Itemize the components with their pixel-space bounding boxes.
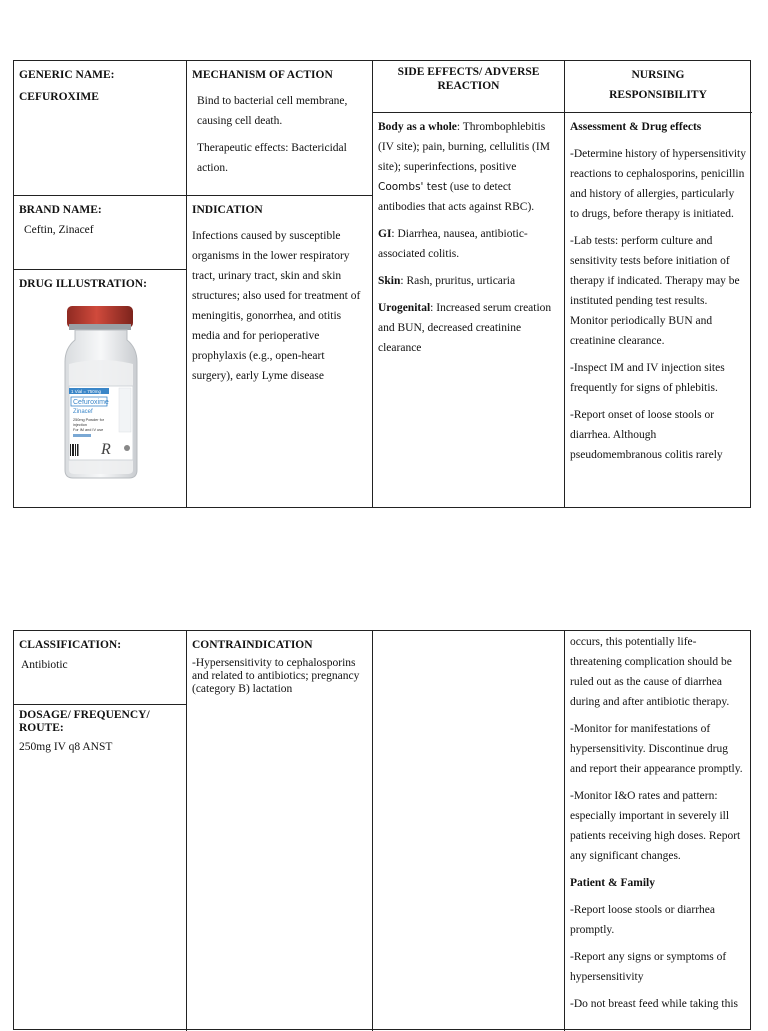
side-effects-body	[378, 117, 559, 217]
nursing-header-cell	[565, 61, 751, 112]
moa-header: MECHANISM OF ACTION	[192, 69, 333, 81]
se-skin-label: Skin	[378, 275, 401, 287]
contraindication-text: -Hypersensitivity to cephalosporins and related to antibiotics; pregnancy (category B) lactation	[192, 657, 360, 695]
se-skin-text: : Rash, pruritus, urticaria	[400, 275, 516, 287]
side-effects-urogenital	[378, 298, 559, 358]
vial-label-line2: injection	[73, 423, 87, 427]
se-body-label: Body as a whole	[378, 121, 457, 133]
indication-header: INDICATION	[192, 204, 263, 216]
vial-label-top-band: 1 Vial = 750mg	[71, 389, 102, 394]
se-gi-text: : Diarrhea, nausea, antibiotic-associated colitis.	[378, 228, 528, 260]
drug-illustration-cell	[14, 270, 186, 507]
se-uro-text: : Increased serum creation and BUN, decreased creatinine clearance	[378, 302, 552, 354]
nursing-header-line2: RESPONSIBILITY	[609, 89, 707, 101]
nr-lab-tests-text: -Lab tests: perform culture and sensitivity tests before initiation of therapy if indicated. Therapy may be instituted pending test results. Monitor periodically BUN and creatinine clearance.	[570, 235, 740, 347]
dosage-label: DOSAGE/ FREQUENCY/ ROUTE:	[19, 709, 150, 734]
vial-label-brand: Zinacef	[73, 409, 93, 415]
moa-text: Bind to bacterial cell membrane, causing cell death.	[197, 95, 348, 127]
indication-cell	[187, 196, 372, 507]
vial-rx-mark: R	[101, 441, 111, 458]
nr-report-stools-text: -Report loose stools or diarrhea promptly.	[570, 904, 715, 936]
brand-name-value: Ceftin, Zinacef	[24, 224, 94, 236]
nr-io-monitor-text: -Monitor I&O rates and pattern: especially important in severely ill patients receiving high doses. Report any significant changes.	[570, 790, 741, 862]
se-body-text-a: : Thrombophlebitis (IV site); pain, burning, cellulitis (IM site); superinfections, positive	[378, 121, 550, 173]
drug-card-table-2	[13, 630, 751, 1030]
vial-label-line3: For IM and IV use	[73, 428, 104, 432]
nr-report-text: -Report onset of loose stools or diarrhea. Although pseudomembranous colitis rarely	[570, 409, 723, 461]
vial-label-name: Cefuroxime	[73, 399, 109, 406]
nursing-header-line1: NURSING	[631, 69, 685, 81]
classification-cell	[14, 631, 186, 704]
generic-name-label: GENERIC NAME:	[19, 69, 115, 81]
mechanism-of-action-cell	[187, 61, 372, 195]
dosage-cell	[14, 705, 186, 1025]
se-gi-label: GI	[378, 228, 392, 240]
nr-hypersensitivity-monitor-text: -Monitor for manifestations of hypersensitivity. Discontinue drug and report their appearance promptly.	[570, 723, 743, 775]
indication-text: Infections caused by susceptible organisms in the lower respiratory tract, urinary tract, skin and skin structures; also used for treatment of meningitis, gonorrhea, and otitis media and for perioperative prophylaxis (e.g., open-heart surgery), early Lyme disease	[192, 230, 361, 382]
se-coombs-test: Coombs' test	[378, 181, 447, 193]
nr-assessment-label: Assessment & Drug effects	[570, 121, 702, 133]
classification-label: CLASSIFICATION:	[19, 639, 122, 651]
nr-colitis-text: occurs, this potentially life-threatening complication should be ruled out as the cause of diarrhea during and after antibiotic therapy.	[570, 636, 732, 708]
nursing-responsibility-continued-cell	[565, 631, 751, 1025]
se-body-text-b: (use to detect antibodies that acts against RBC).	[378, 181, 535, 213]
nursing-responsibility-cell	[565, 113, 751, 507]
drug-illustration-label: DRUG ILLUSTRATION:	[19, 278, 147, 290]
dosage-value: 250mg IV q8 ANST	[19, 741, 113, 753]
nr-breastfeed-text: -Do not breast feed while taking this	[570, 998, 738, 1010]
empty-side-effects-cell	[373, 631, 564, 1025]
nr-inspect-text: -Inspect IM and IV injection sites frequently for signs of phlebitis.	[570, 362, 725, 394]
nr-report-signs-text: -Report any signs or symptoms of hypersensitivity	[570, 951, 727, 983]
se-uro-label: Urogenital	[378, 302, 431, 314]
side-effects-gi	[378, 224, 559, 264]
generic-name-cell	[14, 61, 186, 195]
side-effects-cell	[373, 113, 564, 507]
vial-label-line1: 250mg Powder for	[73, 418, 105, 422]
nr-patient-family-label: Patient & Family	[570, 877, 655, 889]
contraindication-cell	[187, 631, 372, 1025]
drug-vial-image	[61, 304, 141, 480]
side-effects-header: SIDE EFFECTS/ ADVERSE REACTION	[397, 66, 540, 92]
moa-therapeutic-effects: Therapeutic effects: Bactericidal action.	[197, 142, 347, 174]
classification-value: Antibiotic	[21, 659, 68, 671]
drug-card-table-1	[13, 60, 751, 508]
generic-name-value: CEFUROXIME	[19, 91, 99, 103]
side-effects-header-cell	[373, 61, 564, 112]
brand-name-cell	[14, 196, 186, 269]
side-effects-skin	[378, 271, 559, 291]
brand-name-label: BRAND NAME:	[19, 204, 102, 216]
nr-history-text: -Determine history of hypersensitivity reactions to cephalosporins, penicillin and history of allergies, particularly to drugs, before therapy is initiated.	[570, 148, 746, 220]
contraindication-header: CONTRAINDICATION	[192, 639, 313, 651]
